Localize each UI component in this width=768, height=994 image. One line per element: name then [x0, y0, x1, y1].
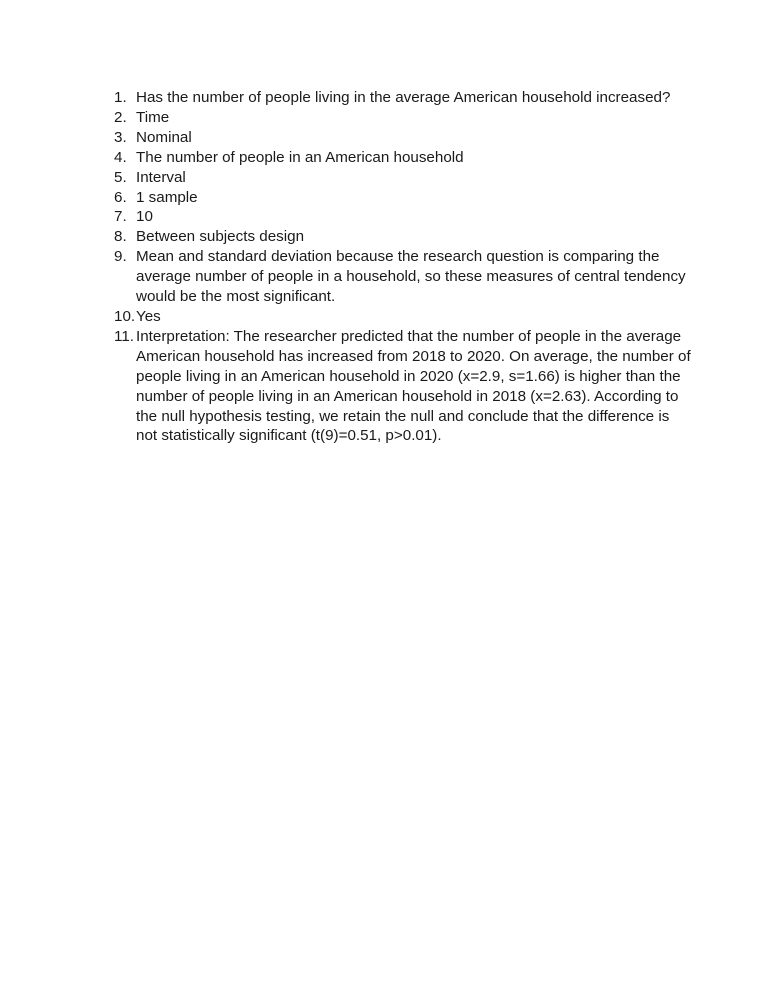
item-number: 1. — [114, 89, 127, 106]
item-text: Between subjects design — [136, 228, 305, 246]
item-text: Nominal — [136, 128, 192, 146]
item-number: 3. — [114, 128, 127, 146]
item-number: 11. — [114, 327, 134, 345]
answer-item-6 — [114, 188, 694, 208]
item-text: Mean and standard deviation because the research question is comparing the average number of people in a household, so these measures of central tendency would be the most significant. — [136, 248, 686, 306]
answer-item-8 — [114, 227, 694, 247]
answer-item-11 — [114, 327, 694, 446]
item-number: 8. — [114, 228, 127, 246]
answer-item-2 — [114, 108, 694, 128]
item-text: Has the number of people living in the average American household increased? — [136, 89, 671, 106]
item-text: 10 — [136, 208, 153, 226]
answer-list — [114, 88, 694, 446]
answer-item-9 — [114, 247, 694, 307]
item-text: Time — [136, 108, 170, 126]
item-number: 10. — [114, 307, 136, 325]
item-number: 4. — [114, 148, 127, 166]
answer-item-3 — [114, 128, 694, 148]
item-text: The number of people in an American household — [136, 148, 464, 166]
item-text: Interpretation: The researcher predicted that the number of people in the average American household has increased from 2018 to 2020. On average, the number of people living in an American household in 2020 (x=2.9, s=1.66) is higher than the number of people living in an American household in 2018 (x=2.63). According to the null hypothesis testing, we retain the null and conclude that the difference is not statistically significant (t(9)=0.51, p>0.01). — [136, 327, 691, 445]
item-number: 9. — [114, 248, 127, 266]
answer-item-10 — [114, 307, 694, 327]
answer-item-7 — [114, 207, 694, 227]
item-number: 5. — [114, 168, 127, 186]
answer-item-5 — [114, 168, 694, 188]
item-text: 1 sample — [136, 188, 198, 206]
item-number: 2. — [114, 108, 127, 126]
item-text: Interval — [136, 168, 186, 186]
item-text: Yes — [136, 307, 161, 325]
answer-item-1 — [114, 88, 694, 108]
item-number: 6. — [114, 188, 127, 206]
answer-item-4 — [114, 148, 694, 168]
item-number: 7. — [114, 208, 127, 226]
